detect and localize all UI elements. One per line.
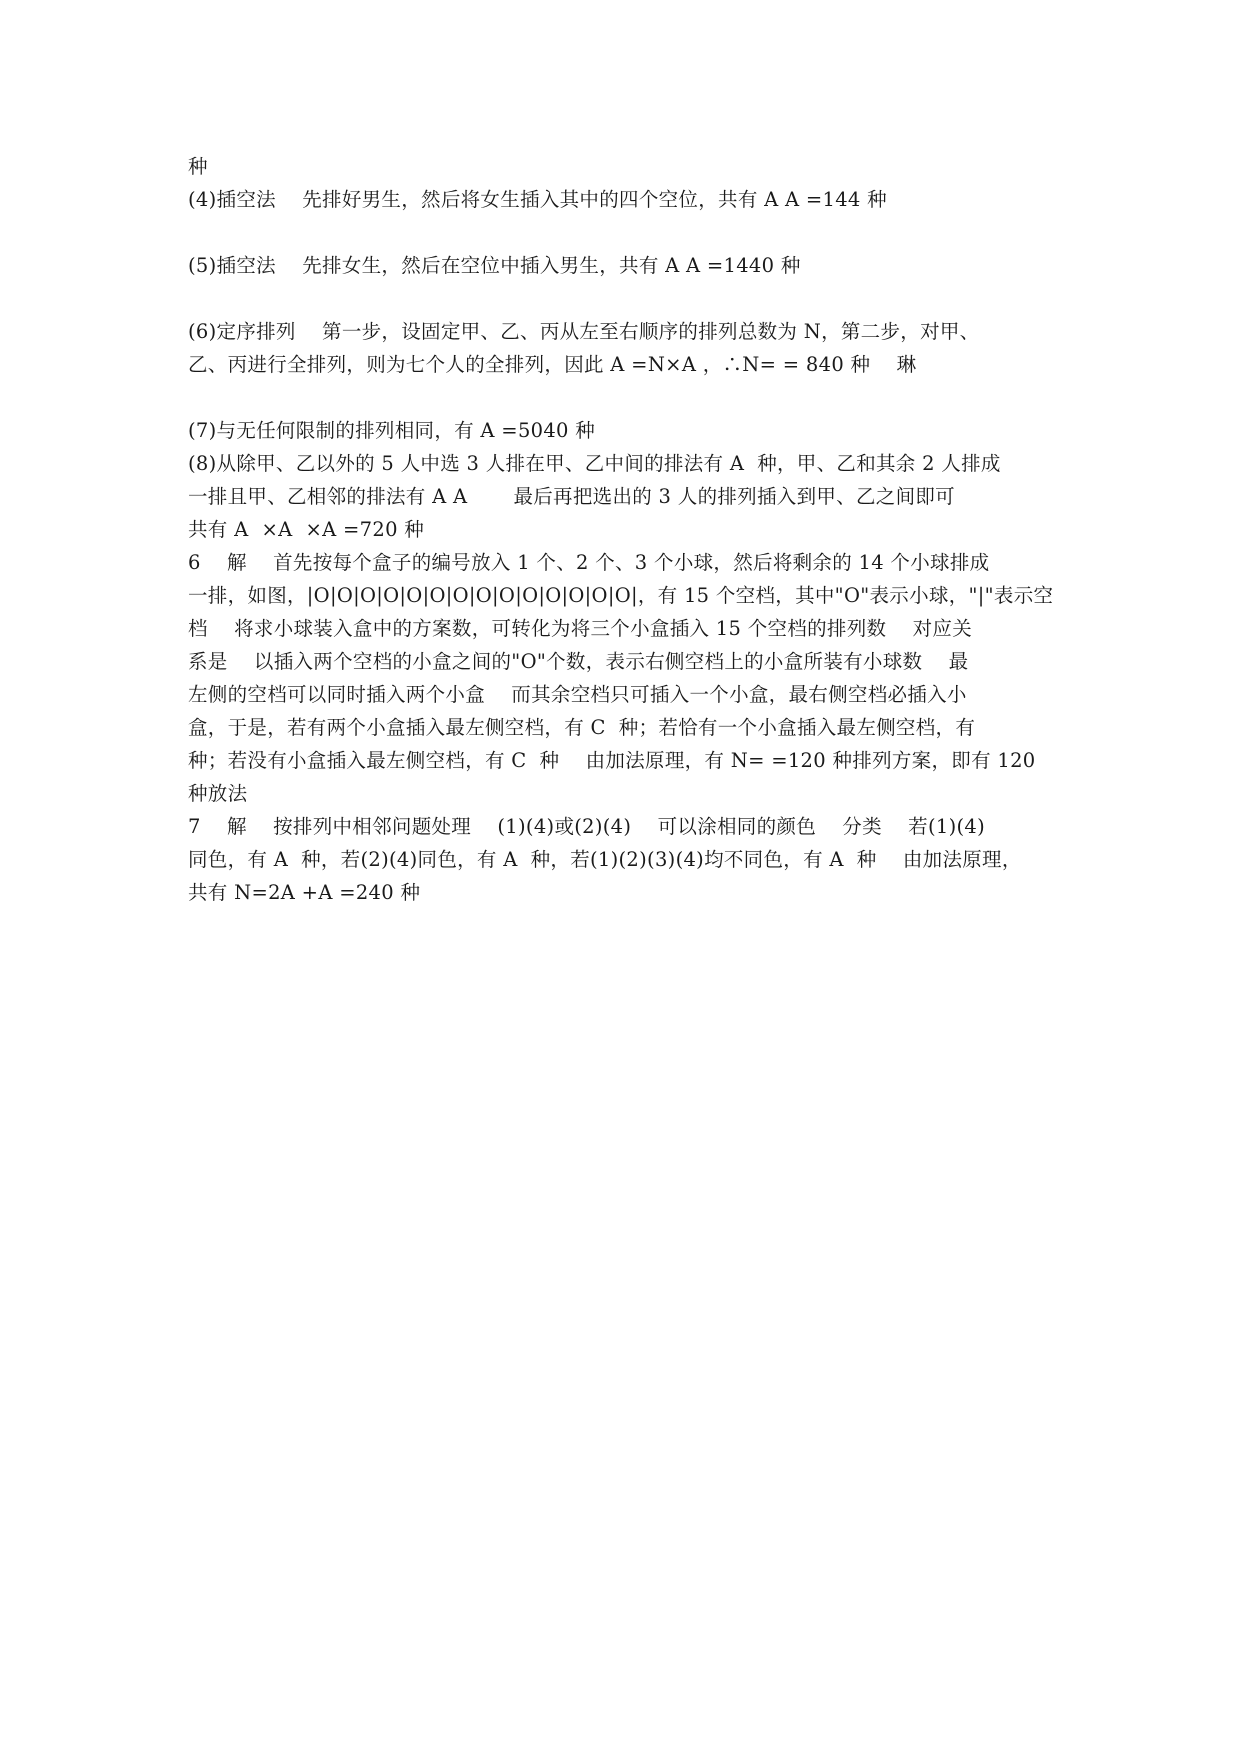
text-line: 一排且甲、乙相邻的排法有 A A 最后再把选出的 3 人的排列插入到甲、乙之间即可 [188, 485, 955, 508]
text-line: 共有 A ×A ×A =720 种 [188, 518, 425, 541]
blank-line [188, 216, 1088, 249]
text-line: 盒，于是，若有两个小盒插入最左侧空档，有 C 种；若恰有一个小盒插入最左侧空档，有 [188, 716, 976, 739]
text-line: 一排，如图，|O|O|O|O|O|O|O|O|O|O|O|O|O|O|，有 15 个空档，其中"O"表示小球，"|"表示空 [188, 584, 1054, 607]
blank-line [188, 282, 1088, 315]
text-line: 档 将求小球装入盒中的方案数，可转化为将三个小盒插入 15 个空档的排列数 对应关 [188, 617, 973, 640]
text-line: 7 解 按排列中相邻问题处理 (1)(4)或(2)(4) 可以涂相同的颜色 分类 若(1)(4) [188, 815, 986, 838]
text-line: 乙、丙进行全排列，则为七个人的全排列，因此 A =N×A ，∴N= = 840 种 琳 [188, 353, 917, 376]
text-line: (4)插空法 先排好男生，然后将女生插入其中的四个空位，共有 A A =144 种 [188, 188, 887, 211]
text-line: 左侧的空档可以同时插入两个小盒 而其余空档只可插入一个小盒，最右侧空档必插入小 [188, 683, 967, 706]
text-line: (5)插空法 先排女生，然后在空位中插入男生，共有 A A =1440 种 [188, 254, 801, 277]
blank-line [188, 381, 1088, 414]
text-line: 种放法 [188, 782, 248, 805]
text-line: 种 [188, 155, 208, 178]
solution-text [188, 150, 1088, 909]
text-line: (8)从除甲、乙以外的 5 人中选 3 人排在甲、乙中间的排法有 A 种，甲、乙和其余 2 人排成 [188, 452, 1001, 475]
text-line: 同色，有 A 种，若(2)(4)同色，有 A 种，若(1)(2)(3)(4)均不同色，有 A 种 由加法原理， [188, 848, 1022, 871]
text-line: 6 解 首先按每个盒子的编号放入 1 个、2 个、3 个小球，然后将剩余的 14 个小球排成 [188, 551, 990, 574]
text-line: (7)与无任何限制的排列相同，有 A =5040 种 [188, 419, 596, 442]
text-line: 种；若没有小盒插入最左侧空档，有 C 种 由加法原理，有 N= =120 种排列方案，即有 120 [188, 749, 1036, 772]
text-line: 系是 以插入两个空档的小盒之间的"O"个数，表示右侧空档上的小盒所装有小球数 最 [188, 650, 969, 673]
text-line: (6)定序排列 第一步，设固定甲、乙、丙从左至右顺序的排列总数为 N，第二步，对甲、 [188, 320, 980, 343]
text-line: 共有 N=2A +A =240 种 [188, 881, 421, 904]
